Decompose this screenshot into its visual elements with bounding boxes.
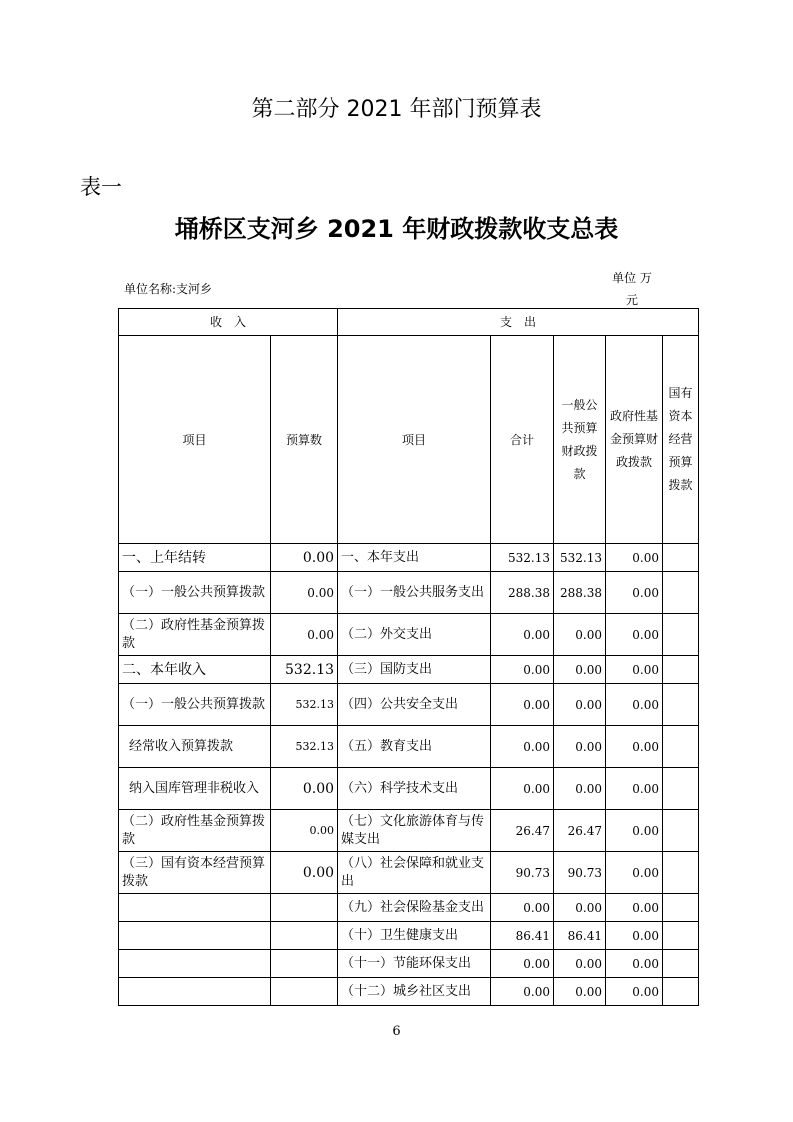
general-budget-amount: 0.00 <box>554 978 606 1006</box>
gov-fund-amount: 0.00 <box>606 852 663 894</box>
state-capital-amount <box>663 614 699 656</box>
state-capital-amount <box>663 544 699 572</box>
total-header: 合计 <box>491 336 554 544</box>
table-row <box>119 544 699 572</box>
state-capital-amount <box>663 726 699 768</box>
gov-fund-amount: 0.00 <box>606 922 663 950</box>
income-amount <box>271 950 338 978</box>
general-budget-amount: 26.47 <box>554 810 606 852</box>
income-item: （二）政府性基金预算拨款 <box>119 810 271 852</box>
general-budget-amount: 86.41 <box>554 922 606 950</box>
expense-header: 支 出 <box>338 309 699 336</box>
income-item <box>119 978 271 1006</box>
expense-total: 0.00 <box>491 656 554 684</box>
income-item <box>119 894 271 922</box>
gov-fund-amount: 0.00 <box>606 810 663 852</box>
income-item-header: 项目 <box>119 336 271 544</box>
table-row <box>119 852 699 894</box>
state-capital-amount <box>663 768 699 810</box>
table-row <box>119 656 699 684</box>
header-columns-row <box>119 336 699 544</box>
expense-total: 532.13 <box>491 544 554 572</box>
general-budget-amount: 0.00 <box>554 950 606 978</box>
header-group-row <box>119 309 699 336</box>
income-item <box>119 922 271 950</box>
expense-item: （九）社会保险基金支出 <box>338 894 491 922</box>
expense-item: （一）一般公共服务支出 <box>338 572 491 614</box>
income-item: 二、本年收入 <box>119 656 271 684</box>
general-budget-amount: 288.38 <box>554 572 606 614</box>
table-title: 埇桥区支河乡 2021 年财政拨款收支总表 <box>174 215 619 243</box>
expense-total: 86.41 <box>491 922 554 950</box>
income-amount <box>271 922 338 950</box>
table-row <box>119 768 699 810</box>
gov-fund-amount: 0.00 <box>606 950 663 978</box>
income-amount: 0.00 <box>271 852 338 894</box>
table-row <box>119 572 699 614</box>
general-budget-amount: 532.13 <box>554 544 606 572</box>
expense-item: 一、本年支出 <box>338 544 491 572</box>
state-capital-amount <box>663 922 699 950</box>
section-title: 第二部分 2021 年部门预算表 <box>251 97 542 122</box>
income-amount: 0.00 <box>271 810 338 852</box>
gov-fund-amount: 0.00 <box>606 894 663 922</box>
table-row <box>119 978 699 1006</box>
expense-item: （六）科学技术支出 <box>338 768 491 810</box>
state-capital-amount <box>663 656 699 684</box>
expense-total: 26.47 <box>491 810 554 852</box>
gov-fund-header: 政府性基金预算财政拨款 <box>606 336 663 544</box>
table-number: 表一 <box>80 175 122 199</box>
expense-item-header: 项目 <box>338 336 491 544</box>
income-amount: 532.13 <box>271 656 338 684</box>
gov-fund-amount: 0.00 <box>606 684 663 726</box>
expense-total: 0.00 <box>491 684 554 726</box>
state-capital-amount <box>663 572 699 614</box>
state-capital-amount <box>663 950 699 978</box>
expense-total: 0.00 <box>491 768 554 810</box>
general-budget-amount: 0.00 <box>554 726 606 768</box>
table-row <box>119 894 699 922</box>
expense-total: 288.38 <box>491 572 554 614</box>
income-item: 纳入国库管理非税收入 <box>119 768 271 810</box>
expense-item: （七）文化旅游体育与传媒支出 <box>338 810 491 852</box>
income-amount: 532.13 <box>271 684 338 726</box>
income-amount <box>271 978 338 1006</box>
income-header: 收 入 <box>119 309 338 336</box>
state-capital-amount <box>663 810 699 852</box>
expense-total: 0.00 <box>491 894 554 922</box>
expense-item: （八）社会保障和就业支出 <box>338 852 491 894</box>
table-row <box>119 950 699 978</box>
table-row <box>119 810 699 852</box>
expense-total: 0.00 <box>491 614 554 656</box>
expense-item: （二）外交支出 <box>338 614 491 656</box>
gov-fund-amount: 0.00 <box>606 978 663 1006</box>
gov-fund-amount: 0.00 <box>606 572 663 614</box>
expense-total: 0.00 <box>491 978 554 1006</box>
table-row <box>119 614 699 656</box>
budget-amount-header: 预算数 <box>271 336 338 544</box>
state-capital-amount <box>663 684 699 726</box>
income-amount: 0.00 <box>271 572 338 614</box>
income-amount: 0.00 <box>271 544 338 572</box>
expense-item: （十一）节能环保支出 <box>338 950 491 978</box>
income-item: 经常收入预算拨款 <box>119 726 271 768</box>
unit-label: 单位 万元 <box>612 271 652 307</box>
general-budget-amount: 0.00 <box>554 768 606 810</box>
general-budget-amount: 0.00 <box>554 894 606 922</box>
expense-item: （十）卫生健康支出 <box>338 922 491 950</box>
state-capital-amount <box>663 894 699 922</box>
general-budget-amount: 0.00 <box>554 656 606 684</box>
expense-total: 90.73 <box>491 852 554 894</box>
income-item: （二）政府性基金预算拨款 <box>119 614 271 656</box>
general-budget-header: 一般公共预算财政拨款 <box>554 336 606 544</box>
gov-fund-amount: 0.00 <box>606 726 663 768</box>
gov-fund-amount: 0.00 <box>606 614 663 656</box>
table-row <box>119 726 699 768</box>
income-item: （一）一般公共预算拨款 <box>119 572 271 614</box>
expense-item: （五）教育支出 <box>338 726 491 768</box>
state-capital-header: 国有资本经营预算拨款 <box>663 336 699 544</box>
income-item <box>119 950 271 978</box>
budget-table <box>118 308 699 1006</box>
state-capital-amount <box>663 852 699 894</box>
gov-fund-amount: 0.00 <box>606 656 663 684</box>
income-amount <box>271 894 338 922</box>
income-item: （一）一般公共预算拨款 <box>119 684 271 726</box>
income-amount: 0.00 <box>271 614 338 656</box>
unit-name: 单位名称:支河乡 <box>124 282 213 296</box>
income-item: 一、上年结转 <box>119 544 271 572</box>
table-row <box>119 922 699 950</box>
expense-item: （十二）城乡社区支出 <box>338 978 491 1006</box>
income-item: （三）国有资本经营预算拨款 <box>119 852 271 894</box>
state-capital-amount <box>663 978 699 1006</box>
expense-total: 0.00 <box>491 726 554 768</box>
gov-fund-amount: 0.00 <box>606 544 663 572</box>
expense-item: （三）国防支出 <box>338 656 491 684</box>
gov-fund-amount: 0.00 <box>606 768 663 810</box>
expense-item: （四）公共安全支出 <box>338 684 491 726</box>
page-number: 6 <box>392 1024 401 1039</box>
income-amount: 532.13 <box>271 726 338 768</box>
expense-total: 0.00 <box>491 950 554 978</box>
general-budget-amount: 0.00 <box>554 614 606 656</box>
general-budget-amount: 90.73 <box>554 852 606 894</box>
general-budget-amount: 0.00 <box>554 684 606 726</box>
income-amount: 0.00 <box>271 768 338 810</box>
table-row <box>119 684 699 726</box>
